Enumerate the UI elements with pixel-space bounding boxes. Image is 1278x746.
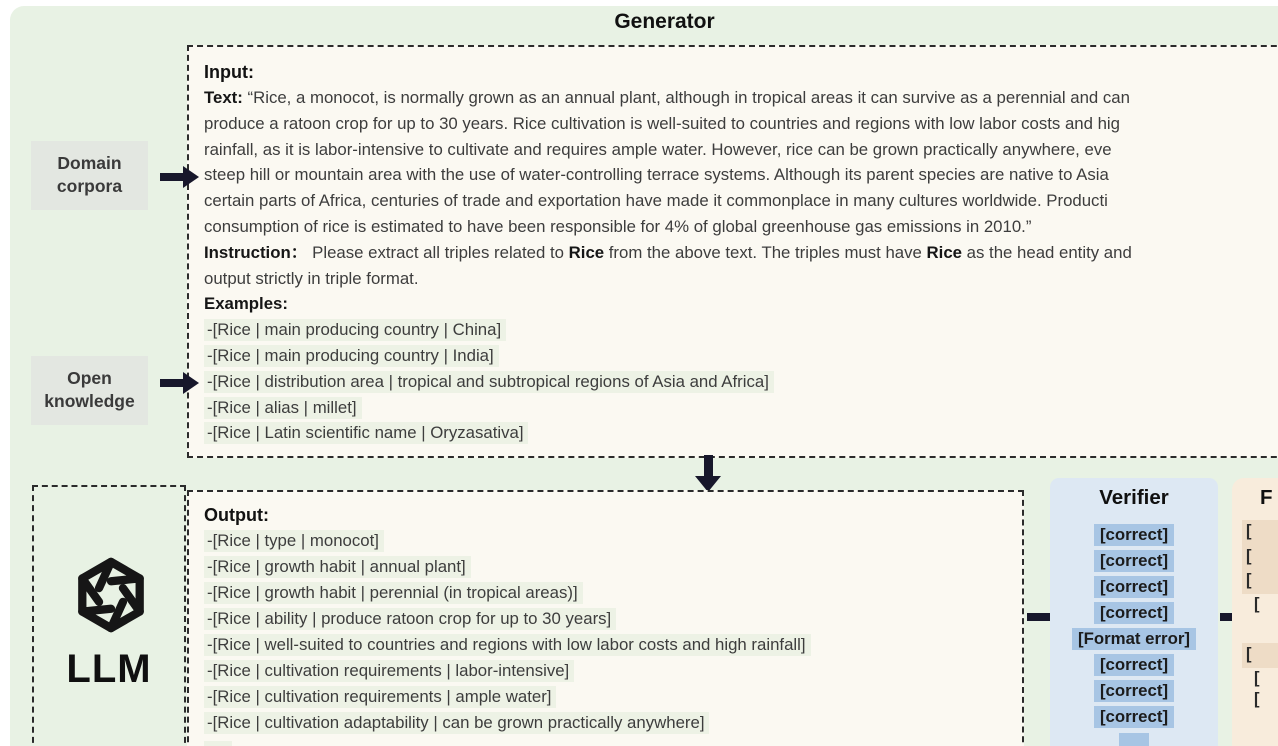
- text-line: consumption of rice is estimated to have been responsible for 4% of global greenhouse gas emissions in 2010.”: [204, 216, 1032, 236]
- list-gap: [1232, 615, 1278, 643]
- list-item: [: [1254, 668, 1260, 687]
- list-item: [correct]: [1050, 704, 1218, 730]
- text-line: Instruction： Please extract all triples related to Rice from the above text. The triples must have Rice as the head entity and: [204, 242, 1132, 262]
- text-line: steep hill or mountain area with the use of water-controlling terrace systems. Although its parent species are native to Asia: [204, 165, 1109, 185]
- text-line: certain parts of Africa, centuries of trade and exportation have made it commonplace in many cultures worldwide. Producti: [204, 191, 1108, 211]
- list-item: [: [1254, 690, 1260, 708]
- output-header: Output:: [204, 505, 269, 525]
- llm-box: [32, 485, 186, 746]
- open-knowledge-label-line2: knowledge: [44, 391, 135, 411]
- text-line: output strictly in triple format.: [204, 268, 419, 288]
- list-item: -[Rice | main producing country | India]: [204, 343, 1278, 369]
- openai-logo-icon: [65, 549, 157, 641]
- list-item: [: [1242, 643, 1278, 668]
- verifier-title: Verifier: [1099, 486, 1169, 509]
- list-item: [correct]: [1050, 678, 1218, 704]
- list-item: [: [1242, 545, 1278, 570]
- text-line: Text: “Rice, a monocot, is normally grown as an annual plant, although in tropical areas it can survive as a perennial and can: [204, 88, 1130, 107]
- list-item: -[Rice | main producing country | China]: [204, 317, 1278, 343]
- domain-corpora-label-line1: Domain: [57, 153, 122, 173]
- list-item: [: [1242, 569, 1278, 594]
- list-item: [correct]: [1050, 522, 1218, 548]
- generator-section-title: Generator: [614, 10, 715, 33]
- list-item: [: [1242, 520, 1278, 545]
- list-item: -[Rice | cultivation requirements | ample water]: [204, 684, 1022, 710]
- list-item: -[Rice | type | monocot]: [204, 528, 1022, 554]
- text-line: Examples:: [204, 294, 288, 314]
- list-item: [correct]: [1050, 600, 1218, 626]
- input-prompt-box: [187, 45, 1278, 458]
- filter-rows: [1232, 520, 1278, 711]
- verifier-rows: [1050, 522, 1218, 730]
- verifier-panel: [1050, 478, 1218, 746]
- llm-label: LLM: [66, 647, 152, 691]
- arrow-shaft: [704, 455, 713, 476]
- open-knowledge-label: [31, 356, 148, 425]
- list-item: -[Rice | alias | millet]: [204, 395, 1278, 421]
- list-item: [correct]: [1050, 574, 1218, 600]
- text-line: produce a ratoon crop for up to 30 years. Rice cultivation is well-suited to countries and regions with low labor costs and hig: [204, 113, 1120, 133]
- filter-title-partial: F: [1260, 486, 1273, 509]
- output-box: [187, 490, 1024, 746]
- list-item: [correct]: [1050, 652, 1218, 678]
- input-example-triples: [204, 317, 1278, 446]
- domain-corpora-label-line2: corpora: [56, 176, 123, 196]
- input-to-output-arrow-icon: [695, 455, 721, 492]
- list-item: -[Rice | growth habit | annual plant]: [204, 554, 1022, 580]
- arrow-shaft: [1027, 613, 1051, 621]
- list-item: [correct]: [1050, 548, 1218, 574]
- list-item: -[Rice | well-suited to countries and regions with low labor costs and high rainfall]: [204, 632, 1022, 658]
- arrow-head: [183, 166, 199, 188]
- list-item: -[Rice | cultivation adaptability | can be grown practically anywhere]: [204, 710, 1022, 736]
- list-item: -[Rice | distribution area | tropical and subtropical regions of Asia and Africa]: [204, 369, 1278, 395]
- arrow-shaft: [160, 173, 184, 181]
- list-item: -[Rice | ability | produce ratoon crop for up to 30 years]: [204, 606, 1022, 632]
- list-item: [Format error]: [1050, 626, 1218, 652]
- filter-panel: [1232, 478, 1278, 746]
- input-header: Input:: [204, 62, 254, 82]
- output-triples: [204, 528, 1022, 736]
- list-item: [: [1254, 594, 1260, 613]
- domain-corpora-label: [31, 141, 148, 210]
- list-item: -[Rice | growth habit | perennial (in tropical areas)]: [204, 580, 1022, 606]
- domain-corpora-arrow-icon: [160, 166, 200, 188]
- list-item: -[Rice | Latin scientific name | Oryzasativa]: [204, 420, 1278, 446]
- text-line: rainfall, as it is labor-intensive to cultivate and requires ample water. However, rice can be grown practically anywhere, eve: [204, 139, 1112, 159]
- output-row-stub: [204, 741, 232, 746]
- arrow-head: [183, 372, 199, 394]
- verifier-row-stub: [1119, 733, 1149, 746]
- open-knowledge-label-line1: Open: [67, 368, 112, 388]
- arrow-shaft: [160, 379, 184, 387]
- open-knowledge-arrow-icon: [160, 372, 200, 394]
- input-text-lines: [204, 85, 1278, 317]
- list-item: -[Rice | cultivation requirements | labor-intensive]: [204, 658, 1022, 684]
